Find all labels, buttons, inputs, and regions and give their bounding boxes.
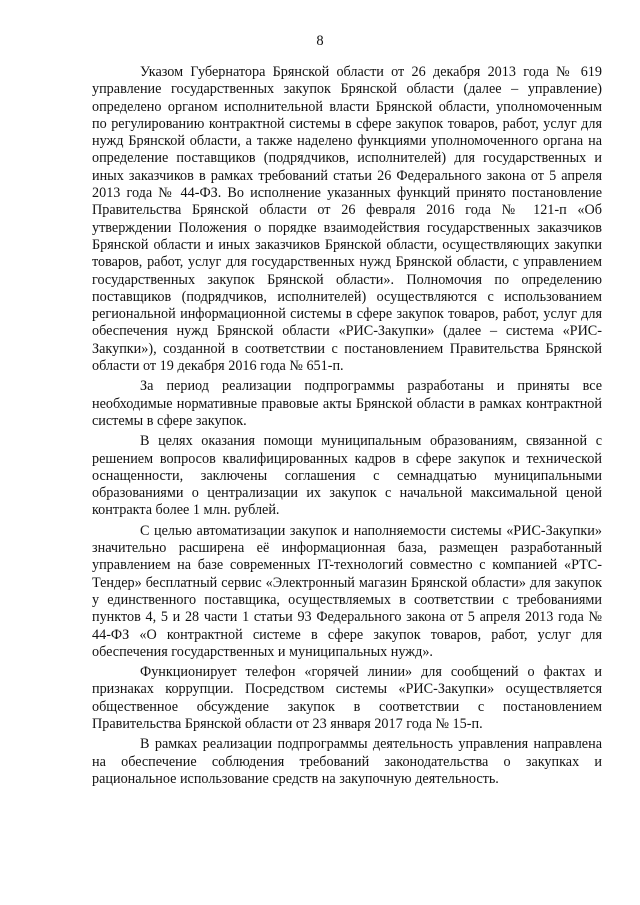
document-body — [92, 64, 602, 791]
paragraph-municipal-assistance: В целях оказания помощи муниципальным образованиям, связанной с решением вопросов квалифицированных кадров в сфере закупок и технической оснащенности, заключены соглашения с семнадцатью муниципальными образованиями о централизации их закупок с начальной максимальной ценой контракта более 1 млн. рублей. — [92, 433, 602, 519]
paragraph-subprogram-activity: В рамках реализации подпрограммы деятельность управления направлена на обеспечение соблюдения требований законодательства о закупках и рациональное использование средств на закупочную деятельность. — [92, 736, 602, 787]
paragraph-automation: С целью автоматизации закупок и наполняемости системы «РИС-Закупки» значительно расширена её информационная база, размещен разработанный управлением на базе современных IT-технологий совместно с компанией «РТС-Тендер» бесплатный сервис «Электронный магазин Брянской области» для закупок у единственного поставщика, осуществляемых в соответствии с требованиями пунктов 4, 5 и 28 части 1 статьи 93 Федерального закона от 5 апреля 2013 года № 44-ФЗ «О контрактной системе в сфере закупок товаров, работ, услуг для обеспечения государственных и муниципальных нужд». — [92, 522, 602, 660]
paragraph-hotline: Функционирует телефон «горячей линии» для сообщений о фактах и признаках коррупции. Посредством системы «РИС-Закупки» осуществляется общественное обсуждение закупок в соответствии с постановлением Правительства Брянской области от 23 января 2017 года № 15-п. — [92, 664, 602, 732]
paragraph-legal-acts: За период реализации подпрограммы разработаны и приняты все необходимые нормативные правовые акты Брянской области в рамках контрактной системы в сфере закупок. — [92, 378, 602, 429]
paragraph-governor-decree: Указом Губернатора Брянской области от 26 декабря 2013 года № 619 управление государственных закупок Брянской области (далее – управление) определено органом исполнительной власти Брянской области, уполномоченным по регулированию контрактной системы в сфере закупок товаров, работ, услуг для нужд Брянской области, а также наделено функциями уполномоченного органа на определение поставщиков (подрядчиков, исполнителей) для государственных и иных заказчиков в рамках требований статьи 26 Федерального закона от 5 апреля 2013 года № 44-ФЗ. Во исполнение указанных функций принято постановление Правительства Брянской области от 26 февраля 2016 года № 121-п «Об утверждении Положения о порядке взаимодействия государственных заказчиков Брянской области и иных заказчиков Брянской области, осуществляющих закупки товаров, работ, услуг для государственных нужд Брянской области, с управлением государственных закупок Брянской области». Полномочия по определению поставщиков (подрядчиков, исполнителей) осуществляются с использованием региональной информационной системы в сфере закупок товаров, работ, услуг для обеспечения нужд Брянской области «РИС-Закупки» (далее – система «РИС-Закупки»), созданной в соответствии с постановлением Правительства Брянской области от 19 декабря 2016 года № 651-п. — [92, 64, 602, 375]
page-number: 8 — [316, 33, 324, 49]
